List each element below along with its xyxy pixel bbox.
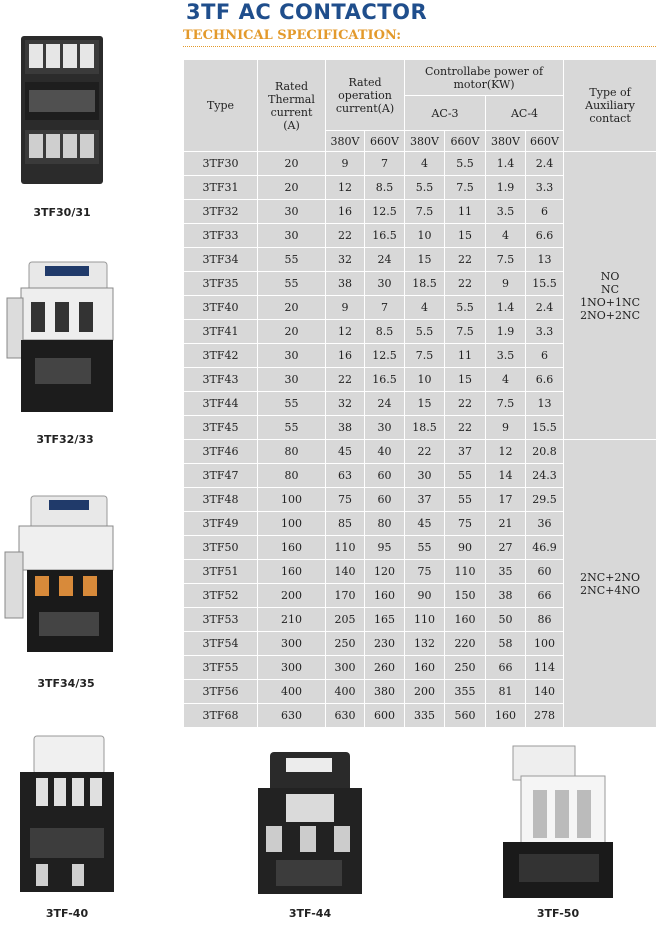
table-cell: 32	[326, 248, 365, 272]
table-cell: 160	[258, 560, 326, 584]
table-cell: 45	[405, 512, 445, 536]
table-cell: 55	[405, 536, 445, 560]
table-cell: 3TF47	[184, 464, 258, 488]
table-cell: 5.5	[405, 320, 445, 344]
table-cell: 3TF41	[184, 320, 258, 344]
header-motor-power: Controllabe power of motor(KW)	[405, 60, 564, 96]
header-ac4: AC-4	[486, 96, 564, 131]
aux-contact-option: NO	[600, 269, 620, 283]
table-cell: 4	[405, 152, 445, 176]
table-cell: 210	[258, 608, 326, 632]
product-caption-3tf40: 3TF-40	[45, 907, 89, 920]
table-cell: 30	[258, 368, 326, 392]
table-cell: 24	[365, 392, 405, 416]
product-caption-3tf34: 3TF34/35	[37, 677, 95, 690]
table-cell: 55	[258, 272, 326, 296]
table-cell: 22	[445, 248, 486, 272]
table-cell: 335	[405, 704, 445, 728]
table-cell: 10	[405, 224, 445, 248]
table-cell: 45	[326, 440, 365, 464]
table-cell: 3TF53	[184, 608, 258, 632]
table-cell: 6	[526, 344, 564, 368]
table-cell: 15.5	[526, 272, 564, 296]
table-cell: 60	[365, 488, 405, 512]
table-cell: 27	[486, 536, 526, 560]
table-cell: 3TF55	[184, 656, 258, 680]
table-cell: 75	[405, 560, 445, 584]
table-cell: 200	[258, 584, 326, 608]
table-cell: 22	[445, 272, 486, 296]
table-cell: 9	[326, 296, 365, 320]
header-ac3: AC-3	[405, 96, 486, 131]
table-cell: 22	[326, 368, 365, 392]
table-cell: 60	[365, 464, 405, 488]
header-ac3-380v: 380V	[405, 131, 445, 152]
table-cell: 3TF51	[184, 560, 258, 584]
table-cell: 86	[526, 608, 564, 632]
table-cell: 3TF43	[184, 368, 258, 392]
page-title: 3TF AC CONTACTOR	[186, 0, 428, 24]
aux-contact-option: 2NO+2NC	[580, 308, 640, 322]
product-caption-3tf44: 3TF-44	[288, 907, 332, 920]
table-cell: 100	[258, 512, 326, 536]
table-cell: 7.5	[405, 344, 445, 368]
table-cell: 55	[445, 488, 486, 512]
table-cell: 12.5	[365, 200, 405, 224]
table-cell: 15	[405, 248, 445, 272]
table-cell: 55	[258, 416, 326, 440]
table-cell: 630	[326, 704, 365, 728]
table-cell: 3.5	[486, 344, 526, 368]
table-cell: 3TF50	[184, 536, 258, 560]
table-cell: 16	[326, 200, 365, 224]
table-cell: 7.5	[486, 248, 526, 272]
table-cell: 100	[258, 488, 326, 512]
table-cell: 30	[258, 224, 326, 248]
aux-contact-group-2	[564, 440, 657, 728]
table-cell: 66	[486, 656, 526, 680]
table-cell: 3.5	[486, 200, 526, 224]
table-cell: 150	[445, 584, 486, 608]
table-cell: 630	[258, 704, 326, 728]
table-cell: 55	[258, 392, 326, 416]
table-cell: 20	[258, 152, 326, 176]
header-ac3-660v: 660V	[445, 131, 486, 152]
table-cell: 16.5	[365, 224, 405, 248]
table-cell: 3TF32	[184, 200, 258, 224]
table-cell: 38	[326, 416, 365, 440]
table-cell: 8.5	[365, 176, 405, 200]
header-op-380v: 380V	[326, 131, 365, 152]
table-cell: 160	[445, 608, 486, 632]
table-cell: 165	[365, 608, 405, 632]
table-cell: 80	[258, 440, 326, 464]
table-cell: 95	[365, 536, 405, 560]
product-image-3tf50	[497, 742, 619, 902]
table-cell: 30	[258, 344, 326, 368]
product-image-3tf40	[14, 732, 120, 896]
table-cell: 355	[445, 680, 486, 704]
header-operation-current: Rated operation current(A)	[326, 60, 405, 131]
table-cell: 250	[445, 656, 486, 680]
table-cell: 22	[445, 392, 486, 416]
table-row	[184, 152, 657, 176]
table-cell: 3TF56	[184, 680, 258, 704]
table-cell: 80	[258, 464, 326, 488]
table-cell: 400	[258, 680, 326, 704]
table-cell: 160	[486, 704, 526, 728]
header-type: Type	[184, 60, 258, 152]
table-cell: 15.5	[526, 416, 564, 440]
table-cell: 11	[445, 200, 486, 224]
table-cell: 11	[445, 344, 486, 368]
table-cell: 3TF48	[184, 488, 258, 512]
table-cell: 30	[365, 416, 405, 440]
table-cell: 5.5	[405, 176, 445, 200]
product-image-3tf34	[3, 492, 119, 656]
table-cell: 3TF35	[184, 272, 258, 296]
table-cell: 30	[258, 200, 326, 224]
table-cell: 114	[526, 656, 564, 680]
table-cell: 35	[486, 560, 526, 584]
table-cell: 21	[486, 512, 526, 536]
spec-table	[183, 59, 657, 728]
table-cell: 15	[445, 224, 486, 248]
section-subtitle: TECHNICAL SPECIFICATION:	[183, 28, 402, 43]
table-cell: 2.4	[526, 152, 564, 176]
table-cell: 20	[258, 296, 326, 320]
table-cell: 18.5	[405, 416, 445, 440]
table-cell: 1.9	[486, 176, 526, 200]
table-cell: 22	[405, 440, 445, 464]
table-cell: 10	[405, 368, 445, 392]
table-cell: 132	[405, 632, 445, 656]
table-cell: 3.3	[526, 320, 564, 344]
table-cell: 2.4	[526, 296, 564, 320]
table-cell: 5.5	[445, 296, 486, 320]
table-cell: 22	[326, 224, 365, 248]
table-cell: 7	[365, 152, 405, 176]
table-cell: 20	[258, 176, 326, 200]
table-cell: 18.5	[405, 272, 445, 296]
table-cell: 38	[486, 584, 526, 608]
table-cell: 600	[365, 704, 405, 728]
aux-contact-option: 2NC+4NO	[580, 583, 640, 597]
table-cell: 55	[258, 248, 326, 272]
table-cell: 75	[445, 512, 486, 536]
table-cell: 3TF44	[184, 392, 258, 416]
table-cell: 63	[326, 464, 365, 488]
table-cell: 38	[326, 272, 365, 296]
table-cell: 160	[365, 584, 405, 608]
table-cell: 7.5	[445, 176, 486, 200]
table-cell: 85	[326, 512, 365, 536]
table-cell: 4	[486, 368, 526, 392]
table-cell: 30	[405, 464, 445, 488]
table-cell: 1.4	[486, 152, 526, 176]
table-cell: 29.5	[526, 488, 564, 512]
table-cell: 24	[365, 248, 405, 272]
table-cell: 13	[526, 392, 564, 416]
table-cell: 380	[365, 680, 405, 704]
table-cell: 9	[486, 272, 526, 296]
product-image-3tf30	[15, 30, 109, 190]
table-cell: 3TF68	[184, 704, 258, 728]
table-cell: 7.5	[405, 200, 445, 224]
table-cell: 15	[405, 392, 445, 416]
table-cell: 55	[445, 464, 486, 488]
table-cell: 36	[526, 512, 564, 536]
product-image-3tf32	[5, 258, 120, 416]
table-cell: 90	[445, 536, 486, 560]
table-cell: 120	[365, 560, 405, 584]
product-image-3tf44	[250, 748, 370, 898]
table-cell: 46.9	[526, 536, 564, 560]
table-cell: 12	[326, 320, 365, 344]
table-cell: 12	[486, 440, 526, 464]
table-cell: 170	[326, 584, 365, 608]
table-cell: 66	[526, 584, 564, 608]
table-row	[184, 440, 657, 464]
table-cell: 3TF42	[184, 344, 258, 368]
table-cell: 4	[486, 224, 526, 248]
table-cell: 3TF30	[184, 152, 258, 176]
table-cell: 50	[486, 608, 526, 632]
table-cell: 300	[258, 632, 326, 656]
product-caption-3tf30: 3TF30/31	[33, 206, 91, 219]
table-cell: 3TF54	[184, 632, 258, 656]
header-ac4-380v: 380V	[486, 131, 526, 152]
table-cell: 12	[326, 176, 365, 200]
table-cell: 30	[365, 272, 405, 296]
aux-contact-option: 1NO+1NC	[580, 295, 640, 309]
header-op-660v: 660V	[365, 131, 405, 152]
table-cell: 140	[326, 560, 365, 584]
table-cell: 1.9	[486, 320, 526, 344]
table-cell: 3TF40	[184, 296, 258, 320]
table-cell: 37	[405, 488, 445, 512]
table-cell: 250	[326, 632, 365, 656]
table-cell: 3TF45	[184, 416, 258, 440]
table-cell: 160	[258, 536, 326, 560]
aux-contact-option: NC	[601, 282, 620, 296]
table-cell: 20	[258, 320, 326, 344]
spec-table-body	[184, 152, 657, 728]
table-cell: 7	[365, 296, 405, 320]
table-cell: 3TF33	[184, 224, 258, 248]
table-cell: 24.3	[526, 464, 564, 488]
table-cell: 6.6	[526, 368, 564, 392]
table-cell: 12.5	[365, 344, 405, 368]
table-cell: 300	[258, 656, 326, 680]
header-ac4-660v: 660V	[526, 131, 564, 152]
table-cell: 32	[326, 392, 365, 416]
table-cell: 3.3	[526, 176, 564, 200]
table-cell: 400	[326, 680, 365, 704]
table-cell: 80	[365, 512, 405, 536]
table-cell: 3TF52	[184, 584, 258, 608]
table-cell: 230	[365, 632, 405, 656]
table-cell: 14	[486, 464, 526, 488]
table-cell: 110	[445, 560, 486, 584]
table-cell: 3TF46	[184, 440, 258, 464]
table-cell: 205	[326, 608, 365, 632]
header-thermal-current: Rated Thermal current (A)	[258, 60, 326, 152]
table-cell: 3TF34	[184, 248, 258, 272]
table-cell: 110	[405, 608, 445, 632]
table-cell: 60	[526, 560, 564, 584]
table-cell: 3TF31	[184, 176, 258, 200]
table-cell: 90	[405, 584, 445, 608]
table-cell: 8.5	[365, 320, 405, 344]
table-cell: 16	[326, 344, 365, 368]
header-aux-contact: Type of Auxiliary contact	[564, 60, 657, 152]
table-cell: 560	[445, 704, 486, 728]
table-cell: 7.5	[445, 320, 486, 344]
table-cell: 200	[405, 680, 445, 704]
table-cell: 6	[526, 200, 564, 224]
table-cell: 278	[526, 704, 564, 728]
table-cell: 13	[526, 248, 564, 272]
table-cell: 140	[526, 680, 564, 704]
aux-contact-option: 2NC+2NO	[580, 570, 640, 584]
table-cell: 3TF49	[184, 512, 258, 536]
table-cell: 75	[326, 488, 365, 512]
table-cell: 1.4	[486, 296, 526, 320]
table-cell: 40	[365, 440, 405, 464]
table-cell: 81	[486, 680, 526, 704]
table-cell: 4	[405, 296, 445, 320]
table-cell: 7.5	[486, 392, 526, 416]
table-cell: 20.8	[526, 440, 564, 464]
table-cell: 17	[486, 488, 526, 512]
table-cell: 37	[445, 440, 486, 464]
table-cell: 9	[326, 152, 365, 176]
aux-contact-group-1	[564, 152, 657, 440]
table-cell: 15	[445, 368, 486, 392]
table-cell: 5.5	[445, 152, 486, 176]
table-cell: 58	[486, 632, 526, 656]
table-cell: 300	[326, 656, 365, 680]
subtitle-divider	[183, 46, 656, 47]
table-cell: 16.5	[365, 368, 405, 392]
product-caption-3tf32: 3TF32/33	[36, 433, 94, 446]
table-cell: 220	[445, 632, 486, 656]
table-cell: 100	[526, 632, 564, 656]
table-cell: 160	[405, 656, 445, 680]
table-cell: 22	[445, 416, 486, 440]
table-cell: 260	[365, 656, 405, 680]
table-cell: 6.6	[526, 224, 564, 248]
table-cell: 110	[326, 536, 365, 560]
table-cell: 9	[486, 416, 526, 440]
product-caption-3tf50: 3TF-50	[536, 907, 580, 920]
